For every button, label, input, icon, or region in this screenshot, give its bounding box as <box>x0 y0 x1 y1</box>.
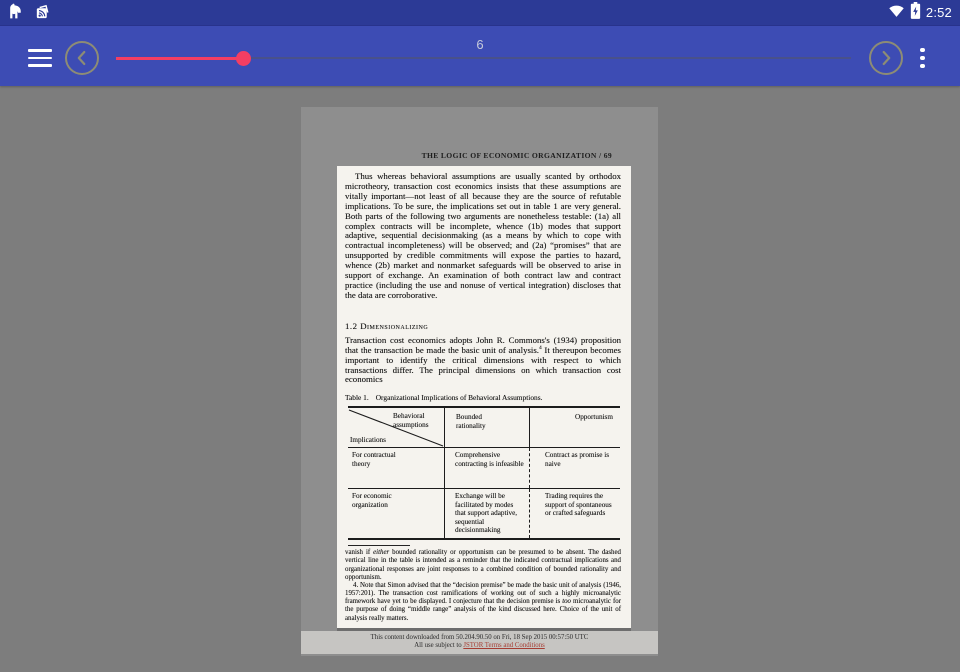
clock-text: 2:52 <box>925 5 952 20</box>
overflow-menu-button[interactable] <box>915 41 930 75</box>
section-heading: 1.2 Dimensionalizing <box>345 320 429 331</box>
diagonal-header-cell: Behavioral assumptions Implications <box>348 408 444 447</box>
footnote-reference: 4 <box>539 344 542 351</box>
body-paragraph-1: Thus whereas behavioral assumptions are usually scanted by orthodox microtheory, transaction cost economics insists that these assumptions are vitally important—not least of all because they are the source of refutable implications. To be sure, the implications set out in table 1 are very general. Both parts of the following two arguments are nonetheless testable: (1a) all complex contracts will be incomplete, whence (1b) modes that support adaptive, sequential decisionmaking (as a means by which to cope with contractual incompleteness) will be observed; and (2a) “promises” that are unsupported by credible commitments will expose the parties to hazard, whence (2b) market and nonmarket safeguards will be observed to arise in support of exchange. An examination of both contract law and contract practice (including the use and nonuse of vertical integration) discloses that the data are corroborative. <box>345 171 621 300</box>
menu-button[interactable] <box>28 49 52 67</box>
hamburger-icon <box>28 49 52 52</box>
battery-charging-icon <box>910 2 921 24</box>
slider-track-filled <box>116 57 243 60</box>
table-cell: Comprehensive contracting is infeasible <box>455 451 524 468</box>
body-paragraph-2: Transaction cost economics adopts John R. Commons's (1934) proposition that the transaction be made the basic unit of analysis.$^4$ It thereupon becomes important to identify the critical dimensions with respect to which transactions differ. The principal dimensions on which transaction cost economics <box>345 334 621 385</box>
jstor-terms-link: JSTOR Terms and Conditions <box>463 642 545 649</box>
table-cell: Contract as promise is naive <box>545 451 610 468</box>
column-header: Bounded rationality <box>444 408 529 447</box>
table-header-row <box>348 408 620 448</box>
page-number-indicator: 6 <box>476 37 484 52</box>
running-head: THE LOGIC OF ECONOMIC ORGANIZATION / 69 <box>421 151 612 160</box>
page-text-block <box>337 166 631 628</box>
jstor-download-notice <box>301 631 658 654</box>
table-row <box>348 489 620 538</box>
behavioral-assumptions-table <box>348 406 620 540</box>
scanned-page[interactable] <box>301 107 658 656</box>
document-canvas <box>0 85 960 672</box>
row-label: For contractual theory <box>352 451 396 468</box>
previous-page-button[interactable] <box>65 41 99 75</box>
terms-line: All use subject to JSTOR Terms and Conditions <box>414 642 545 649</box>
system-status-icons <box>888 0 954 25</box>
column-header: Opportunism <box>529 408 620 447</box>
status-bar <box>0 0 960 25</box>
row-label: For economic organization <box>352 492 392 509</box>
table-cell: Exchange will be facilitated by modes that support adaptive, sequential decisionmaking <box>455 492 518 534</box>
footnote-4: 4. Note that Simon advised that the “decision premise” be made the basic unit of analysis (1946, 1957:201). The transaction cost ramifications of working out of such a highly microanalytic framework have yet to be displayed. I conjecture that the decision premise is too microanalytic for the purpose of doing “middle range” analysis of the kind discussed here. Choice of the unit of analysis really matters. <box>345 581 621 622</box>
chevron-right-icon <box>875 47 897 69</box>
slider-thumb[interactable] <box>236 51 251 66</box>
wifi-icon <box>888 3 905 23</box>
next-page-button[interactable] <box>869 41 903 75</box>
footnote-continuation: vanish if either bounded rationality or opportunism can be presumed to be absent. The dashed vertical line in the table is intended as a reminder that the indicated contractual implications and organizational responses are joint responses to a combined condition of bounded rationality and opportunism. <box>345 549 621 581</box>
notification-icons <box>8 3 51 26</box>
newsstand-icon <box>34 4 51 26</box>
page-slider[interactable] <box>116 47 851 69</box>
table-caption: Table 1. Organizational Implications of Behavioral Assumptions. <box>345 393 543 403</box>
footnote-separator <box>348 545 410 546</box>
table-cell: Trading requires the support of spontaneous or crafted safeguards <box>545 492 612 518</box>
table-row <box>348 448 620 489</box>
download-info-line: This content downloaded from 50.204.90.50 on Fri, 18 Sep 2015 00:57:50 UTC <box>370 634 589 641</box>
chevron-left-icon <box>71 47 93 69</box>
kebab-icon <box>920 48 924 52</box>
llama-icon <box>8 3 26 26</box>
reader-toolbar <box>0 25 960 86</box>
